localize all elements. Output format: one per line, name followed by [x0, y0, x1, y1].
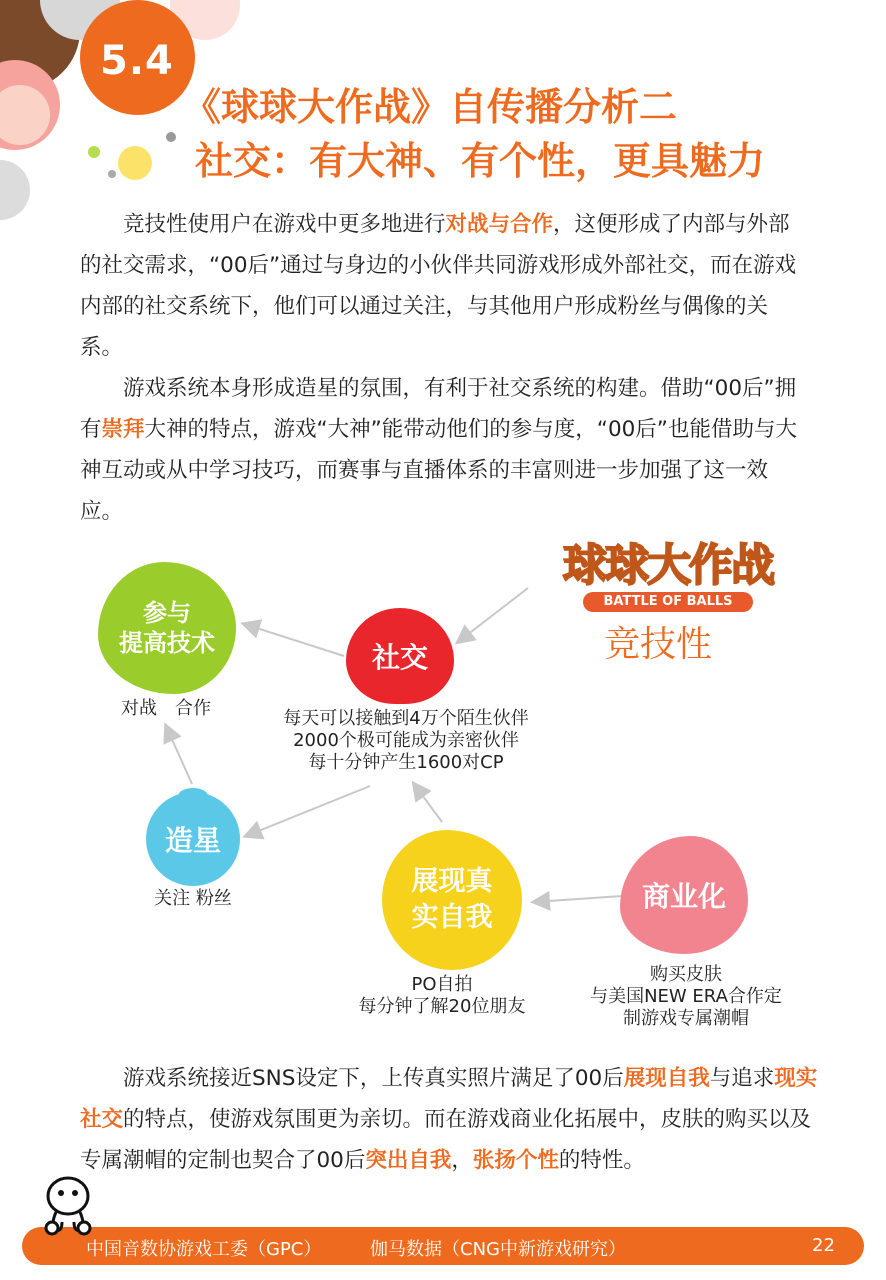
footer-bar: [22, 1227, 864, 1265]
social-node: [346, 608, 454, 704]
p3-highlight-4: 张扬个性: [472, 1148, 559, 1173]
p3-text-e: 的特性。: [558, 1148, 645, 1173]
p1-text-a: 竞技性使用户在游戏中更多地进行: [123, 212, 446, 237]
page-title-line1: 《球球大作战》自传播分析二: [182, 85, 677, 129]
p3-highlight-2: 现实社交: [80, 1066, 818, 1132]
star-node-sprinkle: [178, 788, 208, 804]
self-label-line1: 展现真: [411, 866, 493, 897]
game-logo-en: BATTLE OF BALLS: [583, 592, 753, 612]
social-caption-line1: 每天可以接触到4万个陌生伙伴: [283, 708, 529, 729]
footer-page-number: 22: [812, 1235, 835, 1256]
arrow-commerce-to-self: [534, 896, 622, 902]
commerce-caption-line1: 购买皮肤: [650, 964, 722, 985]
social-caption: [256, 708, 556, 774]
skill-label-line1: 参与: [143, 599, 191, 627]
p2-highlight: 崇拜: [101, 417, 145, 442]
footer-org1: 中国音数协游戏工委（GPC）: [86, 1239, 322, 1260]
arrow-social-to-star: [246, 786, 370, 836]
p3-text-a: 游戏系统接近SNS设定下，上传真实照片满足了00后: [123, 1066, 624, 1091]
p3-text-d: ，: [451, 1148, 473, 1173]
paragraph-3: [80, 1058, 820, 1181]
commerce-caption: [572, 964, 800, 1030]
social-caption-line3: 每十分钟产生1600对CP: [308, 752, 504, 773]
footer-org2: 伽马数据（CNG中新游戏研究）: [370, 1239, 626, 1260]
skill-label-line2: 提高技术: [119, 629, 215, 657]
star-caption: 关注 粉丝: [154, 888, 232, 909]
competitive-label: 竞技性: [604, 624, 713, 665]
skill-node: [98, 562, 236, 694]
arrow-star-to-skill: [166, 726, 192, 784]
self-caption-line1: PO自拍: [411, 974, 473, 995]
star-label: 造星: [164, 824, 221, 857]
self-caption: [332, 974, 552, 1018]
self-expression-node: [382, 830, 522, 970]
commerce-label: 商业化: [641, 880, 726, 913]
social-caption-line2: 2000个极可能成为亲密伙伴: [293, 730, 519, 751]
page-title-line2: 社交：有大神、有个性，更具魅力: [194, 139, 765, 183]
p3-highlight-1: 展现自我: [623, 1066, 710, 1091]
p1-text-b: ，这便形成了内部与外部的社交需求，“00后”通过与身边的小伙伴共同游戏形成外部社交，而在游戏内部的社交系统下，他们可以通过关注，与其他用户形成粉丝与偶像的关系。: [80, 212, 797, 360]
arrow-social-to-skill: [244, 624, 344, 656]
self-caption-line2: 每分钟了解20位朋友: [358, 996, 526, 1017]
social-label: 社交: [371, 641, 428, 674]
section-number: 5.4: [100, 38, 174, 84]
p2-text-b: 大神的特点，游戏“大神”能带动他们的参与度，“00后”也能借助与大神互动或从中学习技巧，而赛事与直播体系的丰富则进一步加强了这一效应。: [80, 417, 797, 524]
p3-text-b: 与追求: [709, 1066, 775, 1091]
arrow-logo-to-social: [458, 588, 528, 642]
commerce-caption-line3: 制游戏专属潮帽: [623, 1008, 749, 1029]
p3-text-c: 的特点，使游戏氛围更为亲切。而在游戏商业化拓展中，皮肤的购买以及专属潮帽的定制也契合了00后: [80, 1107, 812, 1173]
p1-highlight: 对战与合作: [445, 212, 554, 237]
p2-text-a: 游戏系统本身形成造星的氛围，有利于社交系统的构建。借助“00后”拥有: [80, 376, 797, 442]
commerce-caption-line2: 与美国NEW ERA合作定: [590, 986, 782, 1007]
arrow-self-to-social: [414, 784, 442, 822]
game-logo-cn: 球球大作战: [563, 540, 773, 591]
game-logo: [552, 540, 784, 620]
self-label-line2: 实自我: [411, 902, 493, 933]
skill-caption: 对战 合作: [121, 698, 211, 719]
star-node: [146, 792, 240, 886]
p3-highlight-3: 突出自我: [365, 1148, 452, 1173]
